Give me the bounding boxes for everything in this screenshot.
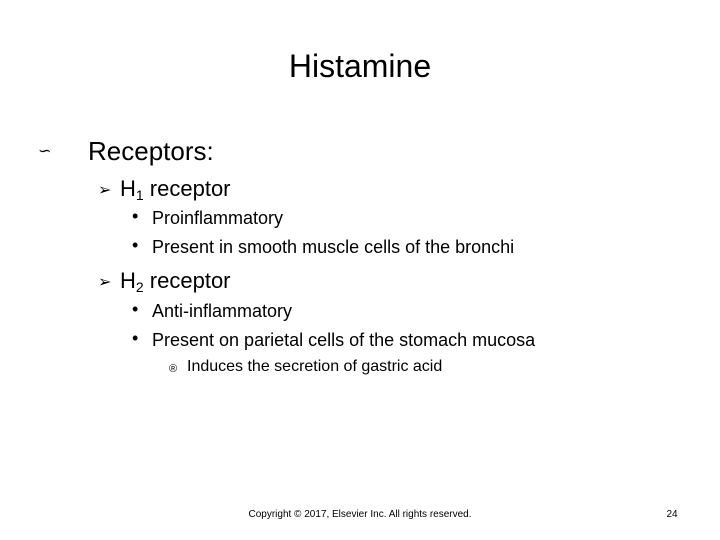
copyright-footer: Copyright © 2017, Elsevier Inc. All rights reserved. [248, 509, 472, 520]
h1-point-proinflammatory: Proinflammatory [152, 208, 284, 228]
arrow-bullet-icon: ➢ [98, 274, 112, 291]
h2-suffix: receptor [143, 268, 231, 293]
registered-bullet-icon: ® [169, 363, 178, 375]
arrow-bullet-icon: ➢ [98, 182, 112, 199]
h2-label: H [120, 268, 136, 293]
h1-point-bronchi: Present in smooth muscle cells of the bronchi [152, 237, 515, 257]
slide-title: Histamine [288, 48, 432, 84]
dot-bullet-icon: • [132, 328, 139, 348]
h1-receptor-heading [120, 176, 231, 202]
page-number: 24 [666, 509, 678, 520]
h2-receptor-heading [120, 268, 231, 294]
h2-subpoint-gastric-acid: Induces the secretion of gastric acid [187, 358, 443, 375]
h2-point-parietal-cells: Present on parietal cells of the stomach mucosa [152, 330, 536, 350]
h1-subscript: 1 [135, 187, 144, 203]
dot-bullet-icon: • [132, 299, 139, 319]
h2-point-antiinflammatory: Anti-inflammatory [152, 301, 293, 321]
dot-bullet-icon: • [132, 235, 139, 255]
dot-bullet-icon: • [132, 206, 139, 226]
h2-subscript: 2 [135, 279, 144, 295]
level1-bullet-icon: ∽ [38, 143, 52, 160]
receptors-heading: Receptors: [88, 136, 214, 166]
h1-suffix: receptor [143, 176, 231, 201]
h1-label: H [120, 176, 136, 201]
